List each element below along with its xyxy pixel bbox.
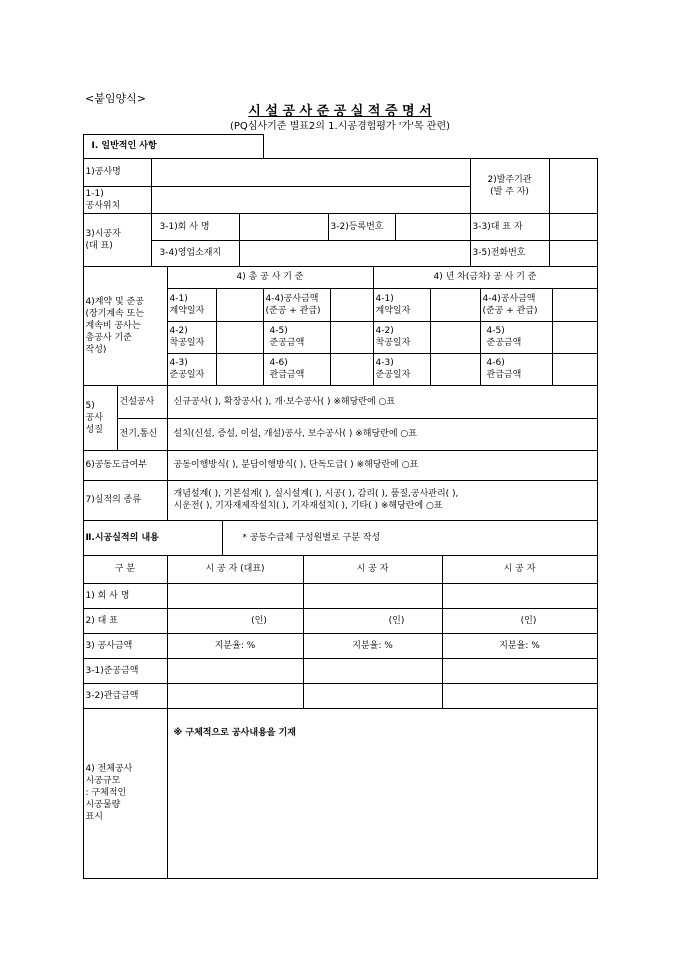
row-representative: 2) 대 표	[83, 608, 168, 634]
cell[interactable]	[442, 683, 598, 709]
representative-field[interactable]	[549, 213, 598, 241]
year-start-date-label: 4-2) 착공일자	[373, 321, 431, 354]
client-label: 2)발주기관 (발 주 자)	[470, 158, 550, 214]
type-options[interactable]: 개념설계( ), 기본설계( ), 실시설계( ), 시공( ), 감리( ), 품질,공사관리( ), 시운전( ), 기자재제작설치( ), 기자재설치( ), 기타( ) ※해당란에 ○표	[167, 480, 598, 521]
year-start-date-field[interactable]	[430, 321, 481, 354]
year-contract-date-label: 4-1) 계약일자	[373, 288, 431, 322]
attach-label: <붙임양식>	[85, 92, 146, 105]
joint-label: 6)공동도급여부	[83, 450, 168, 481]
contract-date-label: 4-1) 계약일자	[167, 288, 217, 322]
share-cell[interactable]: 지분율: %	[442, 633, 598, 659]
elec-label: 전기,통신	[117, 418, 168, 451]
scale-field[interactable]	[167, 708, 598, 879]
elec-options[interactable]: 설치(신설, 증설, 이설, 개설)공사, 보수공사( ) ※해당란에 ○표	[167, 418, 598, 451]
section2-note: * 공동수급체 구성원별로 구분 작성	[222, 520, 598, 556]
col-header-lead: 시 공 자 (대표)	[167, 555, 304, 584]
project-name-field[interactable]	[151, 158, 471, 187]
contract-label: 4)계약 및 준공 (장기계속 또는 계속비 공사는 총공사 기준 작성)	[83, 266, 168, 386]
start-date-label: 4-2) 착공일자	[167, 321, 217, 354]
seal-cell[interactable]: (인)	[303, 608, 443, 634]
client-field[interactable]	[549, 158, 598, 214]
year-contract-date-field[interactable]	[430, 288, 481, 322]
govt-amount-label: 4-6) 관급금액	[263, 353, 331, 386]
share-cell[interactable]: 지분율: %	[167, 633, 304, 659]
office-label: 3-4)영업소재지	[151, 240, 240, 267]
col-header-member: 시 공 자	[442, 555, 598, 584]
office-field[interactable]	[239, 240, 471, 267]
cell[interactable]	[167, 683, 304, 709]
start-date-field[interactable]	[216, 321, 264, 354]
registration-field[interactable]	[395, 213, 471, 241]
page-subtitle: (PQ심사기준 별표2의 1.시공경험평가 '가'목 관련)	[229, 121, 451, 132]
project-name-label: 1)공사명	[83, 158, 152, 187]
cell[interactable]	[303, 658, 443, 684]
row-govt-amount: 3-2)관급금액	[83, 683, 168, 709]
joint-options[interactable]: 공동이행방식( ), 분담이행방식( ), 단독도급( ) ※해당란에 ○표	[167, 450, 598, 481]
construction-label: 건설공사	[117, 385, 168, 419]
project-location-label: 1-1) 공사위치	[83, 186, 152, 214]
project-location-field[interactable]	[151, 186, 471, 214]
scale-label: 4) 전체공사 시공규모 : 구체적인 시공물량 표시	[83, 708, 168, 879]
seal-cell[interactable]: (인)	[167, 608, 304, 634]
company-name-label: 3-1)회 사 명	[151, 213, 240, 241]
page-title: 시 설 공 사 준 공 실 적 증 명 서	[248, 104, 432, 119]
scale-note: ※ 구체적으로 공사내용을 기재	[173, 727, 296, 738]
contractor-label: 3)시공자 (대 표)	[83, 213, 152, 267]
type-label: 7)실적의 종류	[83, 480, 168, 521]
cell[interactable]	[167, 658, 304, 684]
section2-header: Ⅱ.시공실적의 내용	[83, 520, 223, 556]
amount-label: 4-4)공사금액 (준공 + 관급)	[263, 288, 331, 322]
representative-label: 3-3)대 표 자	[470, 213, 550, 241]
year-completion-date-label: 4-3) 준공일자	[373, 353, 431, 386]
cell[interactable]	[303, 583, 443, 609]
completion-amount-label: 4-5) 준공금액	[263, 321, 331, 354]
construction-options[interactable]: 신규공사( ), 확장공사( ), 개·보수공사( ) ※해당란에 ○표	[167, 385, 598, 419]
phone-label: 3-5)전화번호	[470, 240, 550, 267]
govt-amount-field[interactable]	[330, 353, 374, 386]
cell[interactable]	[303, 683, 443, 709]
total-basis-header: 4) 총 공 사 기 준	[167, 266, 374, 289]
nature-label: 5) 공사 성질	[83, 385, 118, 451]
year-govt-amount-field[interactable]	[552, 353, 598, 386]
section1-header: Ⅰ. 일반적인 사항	[83, 134, 264, 159]
year-basis-header: 4) 년 차(금차) 공 사 기 준	[373, 266, 598, 289]
cell[interactable]	[442, 658, 598, 684]
share-cell[interactable]: 지분율: %	[303, 633, 443, 659]
seal-cell[interactable]: (인)	[442, 608, 598, 634]
row-amount: 3) 공사금액	[83, 633, 168, 659]
year-completion-date-field[interactable]	[430, 353, 481, 386]
col-header-member: 시 공 자	[303, 555, 443, 584]
row-completion-amount: 3-1)준공금액	[83, 658, 168, 684]
completion-amount-field[interactable]	[330, 321, 374, 354]
year-govt-amount-label: 4-6) 관급금액	[480, 353, 553, 386]
year-amount-label: 4-4)공사금액 (준공 + 관급)	[480, 288, 553, 322]
completion-date-field[interactable]	[216, 353, 264, 386]
row-company: 1) 회 사 명	[83, 583, 168, 609]
phone-field[interactable]	[549, 240, 598, 267]
cell[interactable]	[442, 583, 598, 609]
registration-label: 3-2)등록번호	[328, 213, 396, 241]
company-name-field[interactable]	[239, 213, 329, 241]
amount-field[interactable]	[330, 288, 374, 322]
year-completion-amount-field[interactable]	[552, 321, 598, 354]
cell[interactable]	[167, 583, 304, 609]
contract-date-field[interactable]	[216, 288, 264, 322]
col-header-category: 구 분	[83, 555, 168, 584]
completion-date-label: 4-3) 준공일자	[167, 353, 217, 386]
year-completion-amount-label: 4-5) 준공금액	[480, 321, 553, 354]
year-amount-field[interactable]	[552, 288, 598, 322]
